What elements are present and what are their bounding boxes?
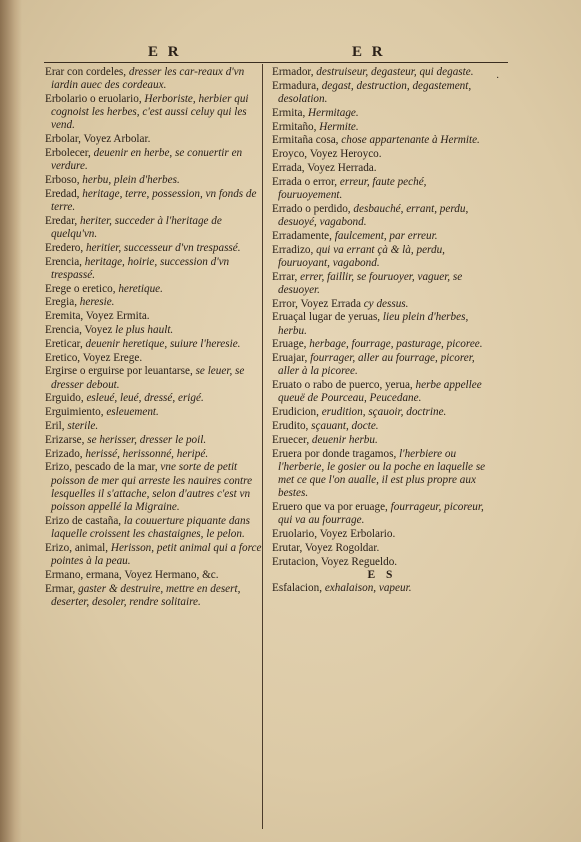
dictionary-entry (45, 188, 263, 214)
entry-definition: herbu, plein d'herbes. (82, 174, 180, 186)
entry-definition: erudition, sçauoir, doctrine. (321, 406, 447, 419)
entry-headword: Eruero que va por eruage, (272, 500, 391, 513)
dictionary-entry (272, 162, 492, 175)
dictionary-entry (45, 310, 263, 323)
entry-headword: Erege o eretico, (45, 282, 119, 295)
dictionary-entry (45, 434, 263, 447)
dictionary-entry (45, 215, 263, 241)
entry-headword: Erradizo, (272, 243, 317, 256)
entry-headword: Ermitaño, (272, 120, 320, 133)
dictionary-entry (272, 406, 492, 419)
entry-headword: Eredad, (45, 187, 83, 200)
entry-definition: se herisser, dresser le poil. (87, 433, 207, 446)
dictionary-entry (45, 296, 263, 309)
entry-headword: Eruajar, (272, 352, 311, 365)
entry-headword: Erguimiento, (45, 406, 107, 419)
entry-headword: Erencia, Voyez (45, 323, 116, 336)
entry-definition: l'herbiere ou l'herberie, le gosier ou la poche en laquelle se met ce que l'on aualle, il est plus propre aux bestes. (278, 447, 486, 500)
dictionary-entry (272, 176, 492, 202)
dictionary-entry (45, 406, 263, 419)
entry-definition: esleuement. (106, 406, 159, 419)
dictionary-entry (272, 420, 492, 433)
dictionary-entry (272, 448, 492, 501)
entry-definition: cy dessus. (363, 297, 409, 310)
dictionary-entry (45, 93, 263, 133)
entry-definition: dresser les car-reaux d'vn iardin auec des cordeaux. (51, 66, 245, 92)
entry-definition: le plus hault. (115, 323, 174, 336)
entry-headword: Eregia, (45, 296, 80, 309)
entry-definition: se leuer, se dresser debout. (51, 365, 245, 391)
dictionary-entry (272, 80, 492, 106)
entry-definition: deuenir en herbe, se conuertir en verdure. (51, 147, 243, 173)
dictionary-entry (272, 582, 492, 595)
entry-definition: la couuerture piquante dans laquelle croissent les chastaignes, le pelon. (51, 514, 250, 540)
entry-headword: Erbolar, Voyez Arbolar. (45, 133, 151, 146)
entry-headword: Ergirse o erguirse por leuantarse, (45, 365, 196, 378)
entry-definition: heriter, succeder à l'heritage de quelqu'vn. (51, 214, 222, 240)
dictionary-entry (45, 66, 263, 92)
entry-headword: Erradamente, (272, 229, 335, 242)
entry-definition: Herboriste, herbier qui cognoist les herbes, c'est aussi celuy qui les vend. (51, 93, 249, 132)
dictionary-entry (272, 298, 492, 311)
entry-definition: herbage, fourrage, pasturage, picoree. (309, 338, 483, 351)
entry-headword: Ermador, (272, 66, 317, 78)
dictionary-entry (272, 501, 492, 527)
entry-headword: Eril, (45, 419, 68, 432)
dictionary-entry (272, 528, 492, 541)
entry-headword: Eruecer, (272, 433, 312, 446)
entry-definition: degast, destruction, degastement, desolation. (278, 79, 472, 105)
entry-definition: heretique. (118, 282, 163, 295)
entry-headword: Eruato o rabo de puerco, yerua, (272, 379, 416, 392)
entry-definition: erreur, faute peché, fouruoyement. (278, 175, 427, 201)
entry-headword: Erutar, Voyez Rogoldar. (272, 541, 380, 554)
entry-definition: errer, faillir, se fouruoyer, vaguer, se desuoyer. (278, 270, 463, 296)
entry-headword: Erbolario o eruolario, (45, 93, 145, 105)
entry-headword: Eredar, (45, 214, 80, 227)
entry-headword: Erencia, (45, 255, 85, 268)
entry-headword: Ermitaña cosa, (272, 134, 342, 147)
dictionary-entry (45, 133, 263, 146)
entry-headword: Esfalacion, (272, 582, 325, 595)
entry-headword: Error, Voyez Errada (272, 297, 364, 310)
entry-definition: desbauché, errant, perdu, desuoyé, vagabond. (278, 202, 469, 228)
dictionary-entry (272, 352, 492, 378)
dictionary-entry (45, 338, 263, 351)
page-gutter-shadow (0, 0, 22, 842)
dictionary-entry (45, 147, 263, 173)
dictionary-entry (45, 542, 263, 568)
entry-definition: esleué, leué, dressé, erigé. (86, 392, 204, 405)
margin-mark: · (496, 73, 500, 84)
dictionary-entry (45, 583, 263, 609)
entry-headword: Errada, Voyez Herrada. (272, 161, 377, 174)
dictionary-entry (45, 461, 263, 514)
dictionary-entry (272, 244, 492, 270)
entry-headword: Eroyco, Voyez Heroyco. (272, 148, 382, 161)
header-left: E R (148, 44, 182, 60)
entry-definition: deuenir heretique, suiure l'heresie. (85, 337, 241, 350)
entry-headword: Erudicion, (272, 406, 322, 419)
dictionary-entry (272, 134, 492, 147)
entry-headword: Erguido, (45, 392, 87, 405)
entry-definition: heritage, hoirie, succession d'vn trespassé. (51, 255, 230, 281)
entry-headword: Erizo, pescado de la mar, (45, 461, 161, 474)
dictionary-entry (272, 66, 492, 79)
dictionary-entry (272, 121, 492, 134)
entry-definition: sçauant, docte. (311, 419, 379, 432)
dictionary-entry (45, 515, 263, 541)
dictionary-entry (272, 379, 492, 405)
entry-definition: gaster & destruire, mettre en desert, deserter, desoler, rendre solitaire. (51, 582, 241, 608)
entry-definition: herbe appellee queuë de Pourceau, Peucedane. (278, 379, 482, 405)
entry-headword: Eruaçal lugar de yeruas, (272, 311, 383, 324)
dictionary-entry (272, 148, 492, 161)
dictionary-entry (272, 107, 492, 120)
entry-definition: heresie. (79, 296, 115, 309)
left-column (45, 66, 263, 610)
entry-definition: chose appartenante à Hermite. (341, 134, 480, 147)
entry-headword: Ermano, ermana, Voyez Hermano, &c. (45, 568, 219, 581)
dictionary-entry (272, 338, 492, 351)
entry-headword: Eruera por donde tragamos, (272, 447, 400, 460)
dictionary-entry (45, 283, 263, 296)
entry-headword: Erboso, (45, 174, 83, 186)
entry-headword: Ermadura, (272, 79, 322, 92)
entry-definition: lieu plein d'herbes, herbu. (278, 311, 469, 337)
entry-definition: vne sorte de petit poisson de mer qui arreste les nauires contre lesquelles il s'attache, selon d'autres c'est vn poisson appellé la Migraine. (51, 461, 253, 513)
dictionary-entry (45, 365, 263, 391)
dictionary-entry (45, 420, 263, 433)
entry-headword: Erudito, (272, 419, 312, 432)
entry-headword: Erizo, animal, (45, 541, 111, 554)
entry-definition: qui va errant çà & là, perdu, fouruoyant, vagabond. (278, 243, 445, 269)
dictionary-entry (272, 434, 492, 447)
dictionary-entry (272, 230, 492, 243)
entry-definition: faulcement, par erreur. (334, 229, 438, 242)
dictionary-entry (45, 569, 263, 582)
entry-definition: Herisson, petit animal qui a force pointes à la peau. (51, 541, 262, 567)
dictionary-entry (272, 542, 492, 555)
header-right: E R (352, 44, 386, 60)
entry-definition: heritier, successeur d'vn trespassé. (86, 241, 241, 254)
entry-definition: sterile. (67, 419, 99, 432)
entry-definition: Hermite. (319, 120, 359, 133)
dictionary-entry (45, 324, 263, 337)
entry-headword: Eruage, (272, 338, 310, 351)
entry-headword: Eretico, Voyez Erege. (45, 351, 143, 364)
dictionary-entry (45, 448, 263, 461)
right-column (272, 66, 492, 596)
entry-headword: Ereticar, (45, 337, 86, 350)
entry-definition: destruiseur, degasteur, qui degaste. (316, 66, 474, 78)
header-rule (44, 62, 508, 63)
running-header (0, 44, 581, 64)
entry-headword: Eruolario, Voyez Erbolario. (272, 527, 396, 540)
dictionary-entry (45, 256, 263, 282)
entry-headword: Eremita, Voyez Ermita. (45, 310, 150, 323)
dictionary-entry (45, 352, 263, 365)
entry-definition: fourrageur, picoreur, qui va au fourrage. (278, 500, 484, 527)
entry-definition: fourrager, aller au fourrage, picorer, aller à la picoree. (278, 352, 475, 378)
entry-headword: Errado o perdido, (272, 202, 354, 215)
entry-definition: heritage, terre, possession, vn fonds de terre. (51, 187, 257, 213)
entry-headword: Erbolecer, (45, 147, 94, 159)
entry-headword: Eredero, (45, 241, 86, 254)
dictionary-entry (45, 392, 263, 405)
entry-definition: herissé, herissonné, heripé. (85, 447, 209, 460)
entry-definition: exhalaison, vapeur. (324, 582, 412, 595)
entry-definition: deuenir herbu. (311, 433, 378, 446)
entry-headword: Errada o error, (272, 175, 340, 188)
dictionary-entry (45, 174, 263, 187)
entry-headword: Erizado, (45, 447, 86, 460)
entry-headword: Erutacion, Voyez Regueldo. (272, 555, 398, 568)
entry-headword: Erizo de castaña, (45, 514, 124, 527)
entry-headword: Errar, (272, 270, 301, 283)
dictionary-entry (45, 242, 263, 255)
entry-headword: Ermita, (272, 106, 309, 119)
entry-headword: Erizarse, (45, 433, 88, 446)
dictionary-entry (272, 203, 492, 229)
entry-headword: Erar con cordeles, (45, 66, 129, 78)
dictionary-entry (272, 311, 492, 337)
entry-definition: Hermitage. (308, 106, 359, 119)
entry-headword: Ermar, (45, 582, 79, 595)
dictionary-entry (272, 271, 492, 297)
section-heading: E S (367, 569, 397, 582)
dictionary-entry (272, 556, 492, 569)
